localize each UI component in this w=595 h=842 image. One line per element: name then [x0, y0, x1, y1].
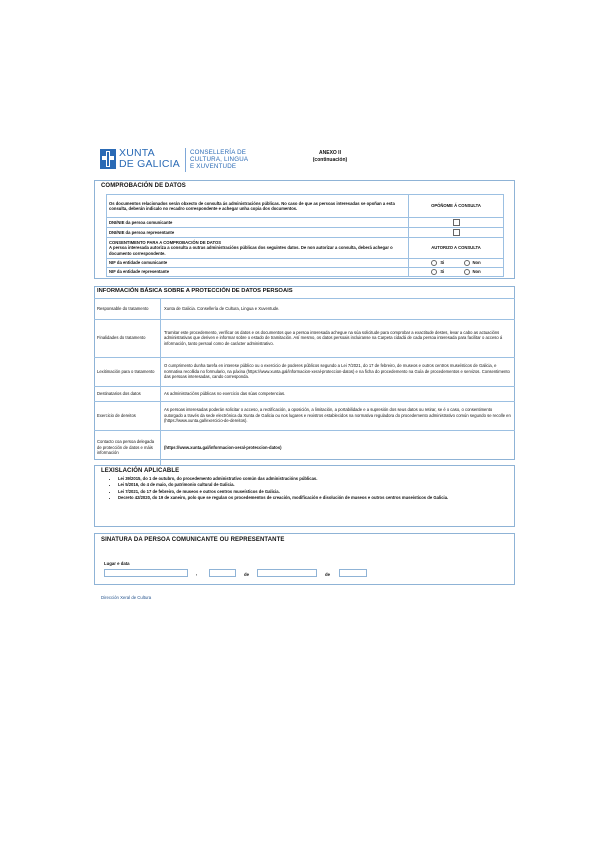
authorize-header: AUTORIZO A CONSULTA: [409, 238, 504, 259]
info-text: Xunta de Galicia. Consellería de Cultura, Lingua e Xuventude.: [161, 298, 516, 319]
comprobacion-intro: Os documentos relacionados serán obxecto de consulta ás administracións públicas. No caso de que as persoas interesadas se opoñan a esta consulta, deberán indicalo no recadro correspondente e achegar unha copia dos documentos.: [107, 195, 409, 218]
place-input[interactable]: [104, 569, 188, 577]
info-text-link[interactable]: (https://www.xunta.gal/informacion-xeral-proteccion-datos): [161, 430, 516, 465]
de-label: de: [325, 572, 331, 577]
info-text: As administracións públicas no exercicio das súas competencias.: [161, 386, 516, 401]
logo-separator: [185, 148, 186, 172]
year-input[interactable]: [339, 569, 367, 577]
info-text: As persoas interesadas poderán solicitar o acceso, a rectificación, a oposición, a limitación, a portabilidade e a supresión dos seus datos ou retirar, se é o caso, o consentimento outorgado a través da sede electrónica da Xunta de Galicia ou nos lugares e rexistros establecidos na normativa reguladora do procedemento administrativo común segundo se recolle en (https://www.xunta.gal/exercicio-de-dereitos).: [161, 401, 516, 430]
info-label: Destinatarios dos datos: [94, 386, 161, 401]
xunta-logo-icon: [100, 149, 116, 169]
dni-representante-label: DNI/NIE da persoa representante: [107, 228, 409, 238]
info-label: Responsable do tratamento: [94, 298, 161, 319]
yes-label: Si: [440, 269, 445, 275]
info-label: Finalidades do tratamento: [94, 319, 161, 357]
info-text: O cumprimento dunha tarefa en interese público ou o exercicio de poderes públicos segundo a Lei 7/2021, do 17 de febreiro, de museos e outros centros museísticos de Galicia, e normativa recollida no formulario, na páxina (https://www.xunta.gal/informacion-xeral-proteccion-datos) e na ficha do procedemento na Guía de procedementos e servizos. Consentimento das persoas interesadas, cando corresponda.: [161, 357, 516, 386]
law-item: • Lei 5/2016, do 4 de maio, do patrimonio cultural de Galicia.: [118, 482, 504, 488]
info-label: Exercicio de dereitos: [94, 401, 161, 430]
info-label: Contacto coa persoa delegada de protección de datos e máis información: [94, 430, 161, 465]
annex-label: ANEXO II (continuación): [312, 150, 348, 163]
no-label: Non: [472, 269, 481, 275]
yes-label: Si: [440, 260, 445, 266]
nif-representante-no-radio[interactable]: [464, 269, 470, 275]
info-title: INFORMACIÓN BÁSICA SOBRE A PROTECCIÓN DE DATOS PERSOAIS: [97, 288, 293, 294]
consent-title: CONSENTIMENTO PARA A COMPROBACIÓN DE DATOS: [109, 240, 222, 246]
nif-comunicante-yes-radio[interactable]: [431, 260, 437, 266]
oppose-dni-representante-checkbox[interactable]: [453, 229, 460, 236]
lexislacion-title: LEXISLACIÓN APLICABLE: [101, 468, 180, 474]
comma-separator: ,: [196, 571, 198, 576]
sinatura-title: SINATURA DA PERSOA COMUNICANTE OU REPRESENTANTE: [101, 537, 285, 543]
lexislacion-list: [104, 476, 504, 502]
footer-department: Dirección Xeral de Cultura: [101, 595, 152, 600]
nif-representante-yes-radio[interactable]: [431, 269, 437, 275]
dni-comunicante-label: DNI/NIE da persoa comunicante: [107, 218, 409, 228]
no-label: Non: [472, 260, 481, 266]
consent-text: A persoa interesada autoriza a consulta a outras administracións públicas dos seguintes datos. De non autorizar a consulta, deberá achegar o documento correspondente.: [109, 245, 393, 256]
law-item: • Decreto 42/2020, do 19 de xaneiro, polo que se regulan os procedementos de creación, modificación e disolución de museos e outros centros museísticos de Galicia.: [118, 495, 504, 501]
conselleria-name: CONSELLERÍA DE CULTURA, LINGUA E XUVENTUDE: [190, 149, 249, 170]
info-label: Lexitimación para o tratamento: [94, 357, 161, 386]
nif-comunicante-label: NIF da entidade comunicante: [107, 259, 409, 268]
day-input[interactable]: [209, 569, 236, 577]
oppose-dni-comunicante-checkbox[interactable]: [453, 219, 460, 226]
comprobacion-table: [106, 194, 504, 277]
xunta-logo-text: XUNTA DE GALICIA: [119, 147, 180, 170]
consent-block: [107, 238, 409, 259]
nif-comunicante-no-radio[interactable]: [464, 260, 470, 266]
law-item: • Lei 7/2021, do 17 de febreiro, de museos e outros centros museísticos de Galicia.: [118, 489, 504, 495]
law-item: • Lei 39/2015, do 1 de outubro, do procedemento administrativo común das administracións públicas.: [118, 476, 504, 482]
comprobacion-title: COMPROBACIÓN DE DATOS: [101, 183, 186, 189]
info-text: Tramitar este procedemento, verificar os datos e os documentos que a persoa interesada achegue na súa solicitude para comprobar a exactitude destes, levar a cabo as actuacións administrativas que deriven e informar sobre o estado de tramitación. Así mesmo, os datos persoais incluiranse na Carpeta cidadá de cada persoa interesada para facilitar o acceso á información, tanto persoal como de carácter administrativo.: [161, 319, 516, 357]
month-input[interactable]: [257, 569, 317, 577]
de-label: de: [244, 572, 250, 577]
info-table: [94, 286, 515, 465]
place-date-label: Lugar e data: [104, 561, 130, 566]
nif-representante-label: NIF da entidade representante: [107, 268, 409, 277]
oppose-header: OPÓÑOME Á CONSULTA: [409, 195, 504, 218]
